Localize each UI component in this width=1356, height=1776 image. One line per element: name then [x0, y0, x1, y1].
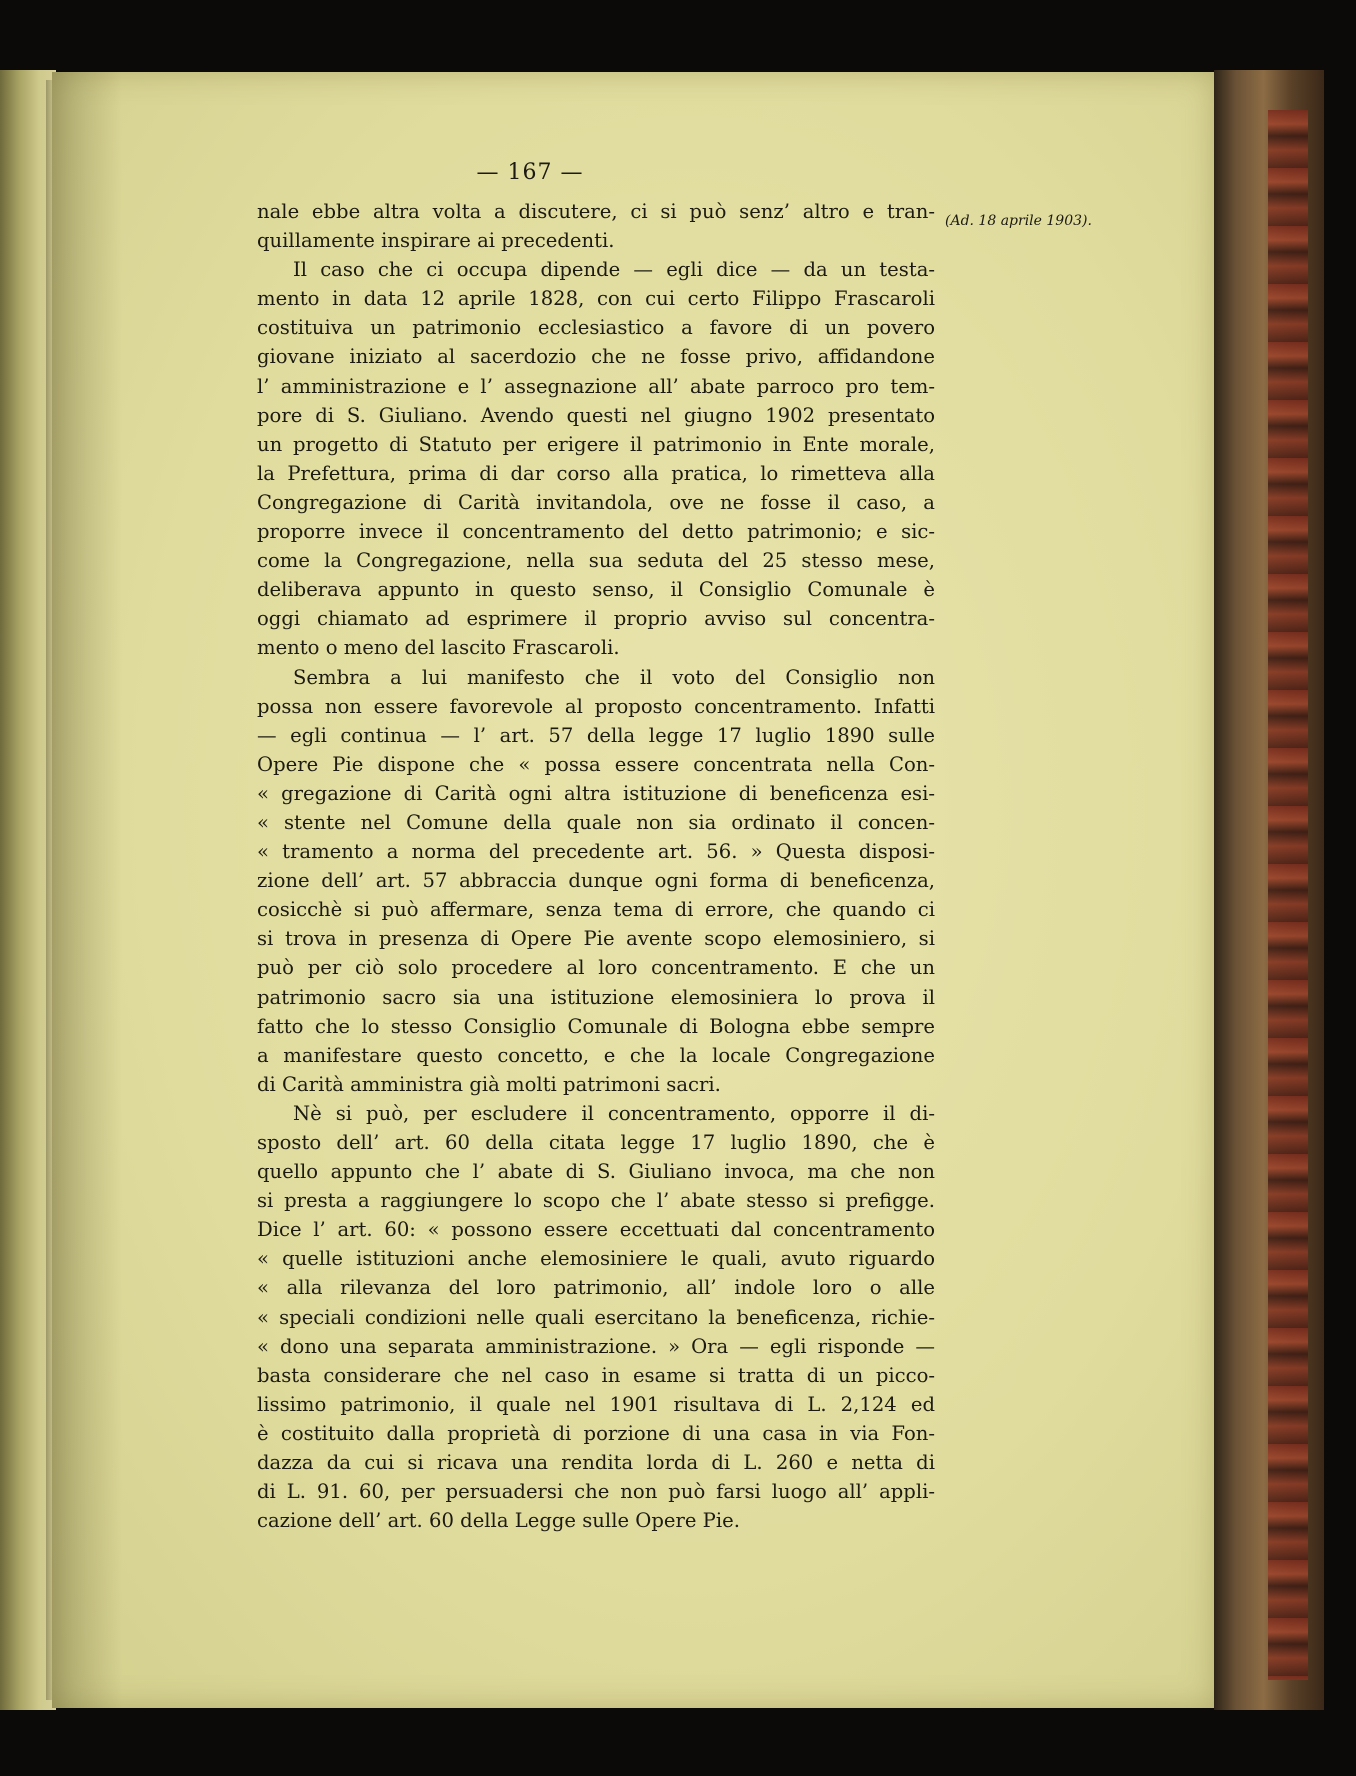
- text-line: Dice l’ art. 60: « possono essere eccettuati dal concentramento: [257, 1218, 935, 1242]
- text-line: la Prefettura, prima di dar corso alla pratica, lo rimetteva alla: [257, 461, 935, 485]
- text-line: si trova in presenza di Opere Pie avente scopo elemosiniero, si: [257, 927, 935, 951]
- text-line: patrimonio sacro sia una istituzione elemosiniera lo prova il: [257, 985, 935, 1009]
- text-line: « speciali condizioni nelle quali esercitano la beneficenza, richie-: [257, 1305, 935, 1329]
- text-line: deliberava appunto in questo senso, il Consiglio Comunale è: [257, 578, 935, 602]
- text-line: « dono una separata amministrazione. » Ora — egli risponde —: [257, 1334, 935, 1358]
- text-line: — egli continua — l’ art. 57 della legge 17 luglio 1890 sulle: [257, 723, 935, 747]
- text-line: è costituito dalla proprietà di porzione di una casa in via Fon-: [257, 1421, 935, 1445]
- text-line: costituiva un patrimonio ecclesiastico a favore di un povero: [257, 316, 935, 340]
- text-line: quillamente inspirare ai precedenti.: [257, 229, 615, 253]
- text-line: si presta a raggiungere lo scopo che l’ abate stesso si prefigge.: [257, 1189, 935, 1213]
- text-line: Sembra a lui manifesto che il voto del Consiglio non: [293, 665, 935, 689]
- text-line: mento o meno del lascito Frascaroli.: [257, 636, 620, 660]
- text-line: fatto che lo stesso Consiglio Comunale di Bologna ebbe sempre: [257, 1014, 935, 1038]
- text-line: « tramento a norma del precedente art. 56. » Questa disposi-: [257, 840, 935, 864]
- text-line: dazza da cui si ricava una rendita lorda di L. 260 e netta di: [257, 1451, 935, 1475]
- text-line: pore di S. Giuliano. Avendo questi nel giugno 1902 presentato: [257, 403, 935, 427]
- page-number: — 167 —: [476, 160, 584, 185]
- text-line: può per ciò solo procedere al loro concentramento. E che un: [257, 956, 935, 980]
- text-line: possa non essere favorevole al proposto concentramento. Infatti: [257, 694, 935, 718]
- text-line: « quelle istituzioni anche elemosiniere le quali, avuto riguardo: [257, 1247, 935, 1271]
- text-line: proporre invece il concentramento del detto patrimonio; e sic-: [257, 520, 935, 544]
- text-line: un progetto di Statuto per erigere il patrimonio in Ente morale,: [257, 432, 935, 456]
- text-line: di L. 91. 60, per persuadersi che non può farsi luogo all’ appli-: [257, 1480, 935, 1504]
- text-line: giovane iniziato al sacerdozio che ne fosse privo, affidandone: [257, 345, 935, 369]
- text-line: come la Congregazione, nella sua seduta del 25 stesso mese,: [257, 549, 935, 573]
- text-line: « stente nel Comune della quale non sia ordinato il concen-: [257, 810, 935, 834]
- text-line: oggi chiamato ad esprimere il proprio avviso sul concentra-: [257, 607, 935, 631]
- text-line: a manifestare questo concetto, e che la locale Congregazione: [257, 1043, 935, 1067]
- text-line: « alla rilevanza del loro patrimonio, all’ indole loro o alle: [257, 1276, 935, 1300]
- marbled-fore-edge: [1268, 110, 1308, 1680]
- text-line: cazione dell’ art. 60 della Legge sulle Opere Pie.: [257, 1509, 740, 1533]
- text-line: zione dell’ art. 57 abbraccia dunque ogni forma di beneficenza,: [257, 869, 935, 893]
- text-line: l’ amministrazione e l’ assegnazione all’ abate parroco pro tem-: [257, 374, 935, 398]
- text-line: « gregazione di Carità ogni altra istituzione di beneficenza esi-: [257, 781, 935, 805]
- body-text: [257, 197, 935, 1535]
- text-line: Nè si può, per escludere il concentramento, opporre il di-: [293, 1101, 935, 1125]
- text-line: di Carità amministra già molti patrimoni sacri.: [257, 1072, 721, 1096]
- margin-note-date: (Ad. 18 aprile 1903).: [945, 213, 1092, 229]
- text-line: Il caso che ci occupa dipende — egli dice — da un testa-: [293, 258, 935, 282]
- text-line: basta considerare che nel caso in esame si tratta di un picco-: [257, 1363, 935, 1387]
- text-line: lissimo patrimonio, il quale nel 1901 risultava di L. 2,124 ed: [257, 1392, 935, 1416]
- text-line: cosicchè si può affermare, senza tema di errore, che quando ci: [257, 898, 935, 922]
- text-line: mento in data 12 aprile 1828, con cui certo Filippo Frascaroli: [257, 287, 935, 311]
- text-line: sposto dell’ art. 60 della citata legge 17 luglio 1890, che è: [257, 1131, 935, 1154]
- page-shadow: [52, 72, 122, 1708]
- text-line: Opere Pie dispone che « possa essere concentrata nella Con-: [257, 752, 935, 776]
- text-line: nale ebbe altra volta a discutere, ci si può senz’ altro e tran-: [257, 200, 935, 223]
- text-line: quello appunto che l’ abate di S. Giuliano invoca, ma che non: [257, 1160, 935, 1184]
- text-line: Congregazione di Carità invitandola, ove ne fosse il caso, a: [257, 490, 935, 514]
